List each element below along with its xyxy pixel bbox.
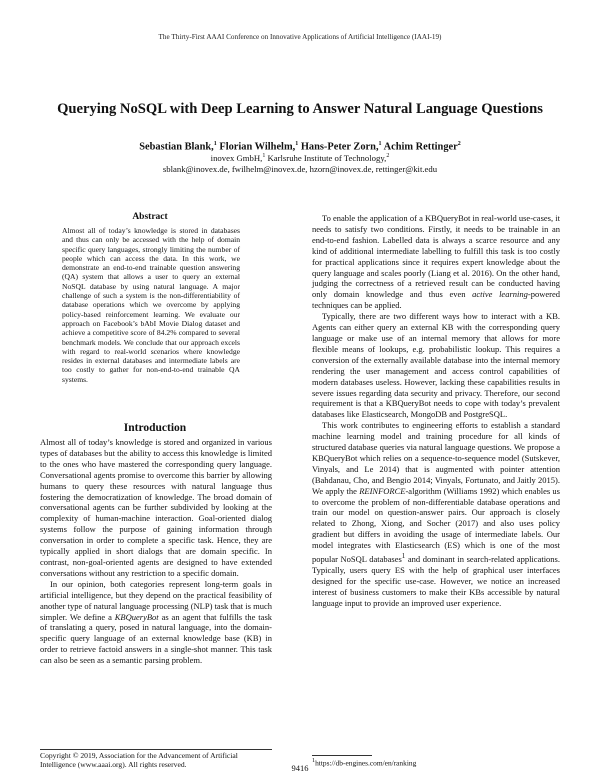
- footnote-link[interactable]: https://db-engines.com/en/ranking: [315, 758, 417, 768]
- footnote-marker: 1: [401, 552, 406, 561]
- text-run: In our opinion, both categories represent long-term goals in artificial intelligence, but they depend on the practical feasibility of another type of natural language processing (NLP) task that is much simpler. We define a: [40, 578, 272, 622]
- copyright-rule: [40, 749, 272, 750]
- affiliation-1-num: 1: [262, 153, 266, 159]
- running-head: The Thirty-First AAAI Conference on Innovative Applications of Artificial Intelligence (IAAI-19): [158, 33, 442, 41]
- emphasis: active learning: [472, 289, 528, 300]
- text-run: -powered techniques can be applied.: [312, 289, 560, 311]
- abstract-text: Almost all of today’s knowledge is stored in databases and thus can only be accessed with the help of domain specific query languages, strongly limiting the number of people which can access the data. In this work, we demonstrate an end-to-end trainable question answering (QA) system that allows a user to query an external NoSQL database by using natural language. A major challenge of such a system is the non-differentiability of database operations which we overcome by applying policy-based reinforcement learning. We evaluate our approach on Facebook’s bAbI Movie Dialog dataset and achieve a competitive score of 84.2% compared to several benchmark models. We conclude that our approach excels with regard to real-world scenarios where knowledge resides in external databases and intermediate labels are too costly to gather for non-end-to-end trainable QA systems.: [62, 226, 240, 384]
- text-run: This work contributes to engineering efforts to establish a standard machine learning model and training procedure for all kinds of structured database queries via natural language questions. We propose a KBQueryBot which relies on a sequence-to-sequence model (Sutskever, Vinyals, and Le 2014) that is augmented with pointer attention (Bahdanau, Cho, and Bengio 2014; Vinyals, Fortunato, and Jaitly 2015). We apply the: [312, 420, 560, 496]
- author-aff: 1: [378, 141, 382, 147]
- introduction-heading: Introduction: [123, 422, 187, 434]
- author-name: Sebastian Blank,: [139, 141, 214, 153]
- author-emails: sblank@inovex.de, fwilhelm@inovex.de, hzorn@inovex.de, rettinger@kit.edu: [162, 163, 438, 174]
- text-run: and dominant in search-related applications. Typically, users query ES with the help of graphical user interfaces designed for the specific use-case. However, we notice an increased interest of business customers to make their KBs accessible by natural language input to provide an improved user experience.: [312, 553, 560, 608]
- page-number: 9416: [291, 763, 309, 773]
- author-name: Hans-Peter Zorn,: [300, 141, 379, 153]
- affiliation-line: [20, 151, 580, 164]
- text-run: as an agent that fulfills the task of translating a query, posed in natural language, into the domain-specific query language of an external knowledge base (KB) in order to retrieve factoid answers in a single-shot manner. This task can also be seen as a semantic parsing problem.: [40, 611, 273, 666]
- emphasis: REINFORCE: [359, 485, 406, 496]
- affiliation-2: Karlsruhe Institute of Technology,: [267, 152, 387, 163]
- intro-paragraph-1: Almost all of today’s knowledge is stored and organized in various types of databases but the ability to access this knowledge is limited to the ones who have mastered the corresponding query language. Conversational agents promise to overcome this barrier by allowing humans to query these resources with natural language thus fostering the democratization of knowledge. The broad domain of conversational agents can be further subdivided by looking at the complexity of human-machine interaction. Goal-oriented dialog systems follow the purpose of gaining information through conversation in order to complete a specific task. Hence, they are typically applied in short dialogs that are domain specific. In contrast, non-goal-oriented agents are designed to have extended conversations without any restriction to a specific domain.: [40, 437, 272, 578]
- affiliations: [20, 151, 580, 175]
- abstract-heading: Abstract: [132, 212, 168, 222]
- intro-paragraph-2: [40, 579, 272, 666]
- text-run: -algorithm (Williams 1992) which enables us to overcome the problem of non-differentiable database operations and train our model on question-answer pairs. Our approach is closely related to Zhong, Xiong, and Socher (2017) and also uses policy gradient but differs in avoiding the usage of intermediate labels. Our model integrates with Elasticsearch (ES) which is one of the most popular NoSQL databases: [312, 485, 560, 564]
- text-run: To enable the application of a KBQueryBot in real-world use-cases, it needs to satisfy two conditions. Firstly, it needs to be trainable in an end-to-end fashion. Labelled data is always a scarce resource and any kind of additional intermediate labelling to fulfill this task is too costly for practical applications since it requires expert knowledge about the query language and scales poorly (Liang et al. 2016). On the other hand, judging the correctness of a retrieved result can be conducted having only domain knowledge and thus even: [312, 213, 560, 300]
- right-column: [312, 213, 560, 608]
- copyright-notice: Copyright © 2019, Association for the Advancement of Artificial Intelligence (www.aaai.org). All rights reserved.: [40, 751, 238, 769]
- author-name: Florian Wilhelm,: [219, 141, 296, 153]
- author-aff: 1: [213, 141, 217, 147]
- affiliation-1: inovex GmbH,: [210, 152, 263, 163]
- author-aff: 2: [457, 141, 461, 147]
- right-paragraph-2: Typically, there are two different ways how to interact with a KB. Agents can either query an external KB with the corresponding query language or make use of an internal memory that allows for more flexible means of lookups, e.g. probabilistic lookup. This requires a conversion of the externally available database into the internal memory rendering the user management and access control capabilities of modern databases useless. However, lacking these capabilities results in severe issues regarding data security and privacy. Therefore, our second requirement is that a KBQueryBot needs to cope with today’s prevalent databases like Elasticsearch, MongoDB and PostgreSQL.: [312, 311, 560, 420]
- paper-title: Querying NoSQL with Deep Learning to Answer Natural Language Questions: [57, 101, 543, 117]
- right-paragraph-3: [312, 420, 560, 608]
- affiliation-2-num: 2: [386, 153, 390, 159]
- right-paragraph-1: [312, 213, 560, 311]
- footnote-number: 1: [312, 758, 316, 764]
- author-name: Achim Rettinger: [383, 141, 458, 153]
- footnote-rule: [312, 755, 372, 756]
- emphasis: KBQueryBot: [114, 611, 159, 622]
- abstract-body: [62, 226, 240, 384]
- introduction-body: [40, 437, 272, 666]
- author-aff: 1: [295, 141, 299, 147]
